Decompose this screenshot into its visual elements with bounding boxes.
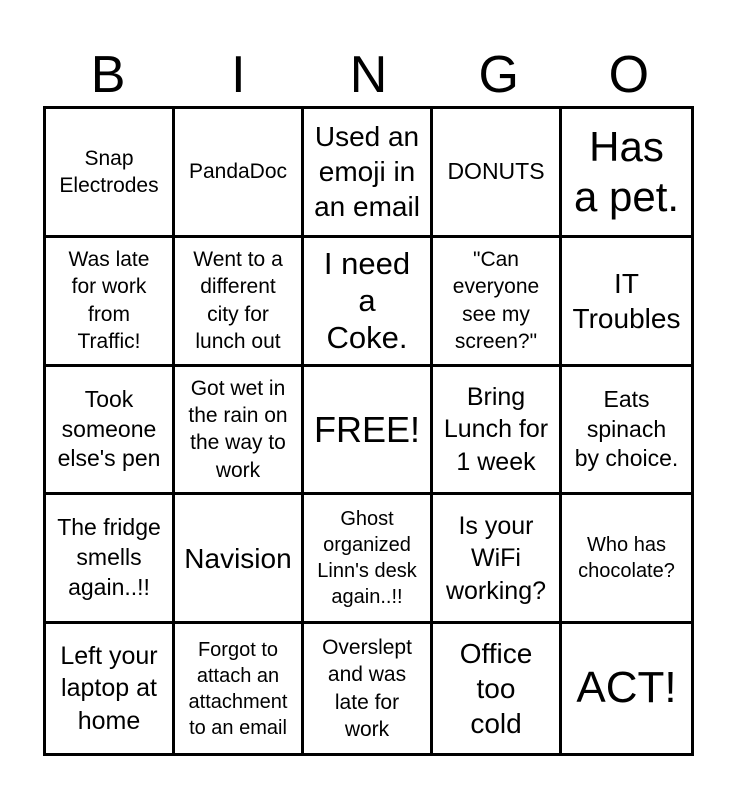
cell-text: PandaDoc (188, 160, 288, 184)
bingo-cell-r5c4[interactable] (433, 624, 562, 753)
bingo-cell-r2c5[interactable] (562, 238, 691, 367)
bingo-cell-r5c2[interactable] (175, 624, 304, 753)
cell-text: IT Troubles (572, 267, 681, 334)
bingo-cell-r5c3[interactable] (304, 624, 433, 753)
cell-text: Went to a different city for lunch out (193, 248, 283, 353)
cell-text: Is your WiFi working? (445, 511, 547, 605)
bingo-cell-r1c3[interactable] (304, 109, 433, 238)
cell-text: Navision (184, 542, 292, 574)
cell-text: Snap Electrodes (59, 146, 159, 197)
cell-text: Got wet in the rain on the way to work (188, 376, 288, 482)
bingo-cell-r2c2[interactable] (175, 238, 304, 367)
bingo-cell-r1c5[interactable] (562, 109, 691, 238)
cell-text: FREE! (313, 408, 420, 450)
cell-text: Ghost organized Linn's desk again..!! (317, 508, 417, 609)
bingo-cell-r3c4[interactable] (433, 367, 562, 496)
cell-text: Eats spinach by choice. (574, 385, 679, 472)
cell-text: "Can everyone see my screen?" (452, 248, 540, 353)
bingo-cell-r4c1[interactable] (46, 495, 175, 624)
bingo-cell-r4c2[interactable] (175, 495, 304, 624)
cell-text: Office too cold (459, 638, 533, 740)
bingo-header (43, 44, 694, 106)
bingo-cell-r5c1[interactable] (46, 624, 175, 753)
bingo-cell-r3c1[interactable] (46, 367, 175, 496)
bingo-cell-r4c3[interactable] (304, 495, 433, 624)
bingo-cell-r1c1[interactable] (46, 109, 175, 238)
cell-text: Overslept and was late for work (322, 636, 412, 741)
cell-text: ACT! (576, 663, 677, 713)
cell-text: Used an emoji in an email (314, 121, 420, 223)
cell-text: Left your laptop at home (60, 641, 158, 735)
bingo-cell-r5c5[interactable] (562, 624, 691, 753)
bingo-cell-r3c5[interactable] (562, 367, 691, 496)
cell-text: The fridge smells again..!! (57, 514, 161, 601)
bingo-cell-r3c3[interactable] (304, 367, 433, 496)
cell-text: Forgot to attach an attachment to an email (188, 638, 288, 739)
bingo-cell-r4c4[interactable] (433, 495, 562, 624)
header-letter-g: G (478, 46, 519, 104)
bingo-cell-r4c5[interactable] (562, 495, 691, 624)
bingo-cell-r3c2[interactable] (175, 367, 304, 496)
header-letter-n: N (349, 46, 388, 104)
bingo-cell-r2c3[interactable] (304, 238, 433, 367)
cell-text: Was late for work from Traffic! (68, 248, 150, 353)
cell-text: I need a Coke. (323, 245, 411, 356)
bingo-cell-r2c4[interactable] (433, 238, 562, 367)
cell-text: DONUTS (447, 157, 545, 184)
header-letter-i: I (231, 46, 246, 104)
bingo-board (43, 106, 694, 756)
cell-text: Who has chocolate? (578, 534, 675, 583)
bingo-cell-r2c1[interactable] (46, 238, 175, 367)
header-letter-o: O (608, 46, 650, 104)
cell-text: Took someone else's pen (57, 385, 161, 472)
bingo-cell-r1c4[interactable] (433, 109, 562, 238)
cell-text: Bring Lunch for 1 week (443, 382, 549, 476)
cell-text: Has a pet. (573, 122, 680, 220)
bingo-cell-r1c2[interactable] (175, 109, 304, 238)
header-letter-b: B (90, 46, 126, 104)
